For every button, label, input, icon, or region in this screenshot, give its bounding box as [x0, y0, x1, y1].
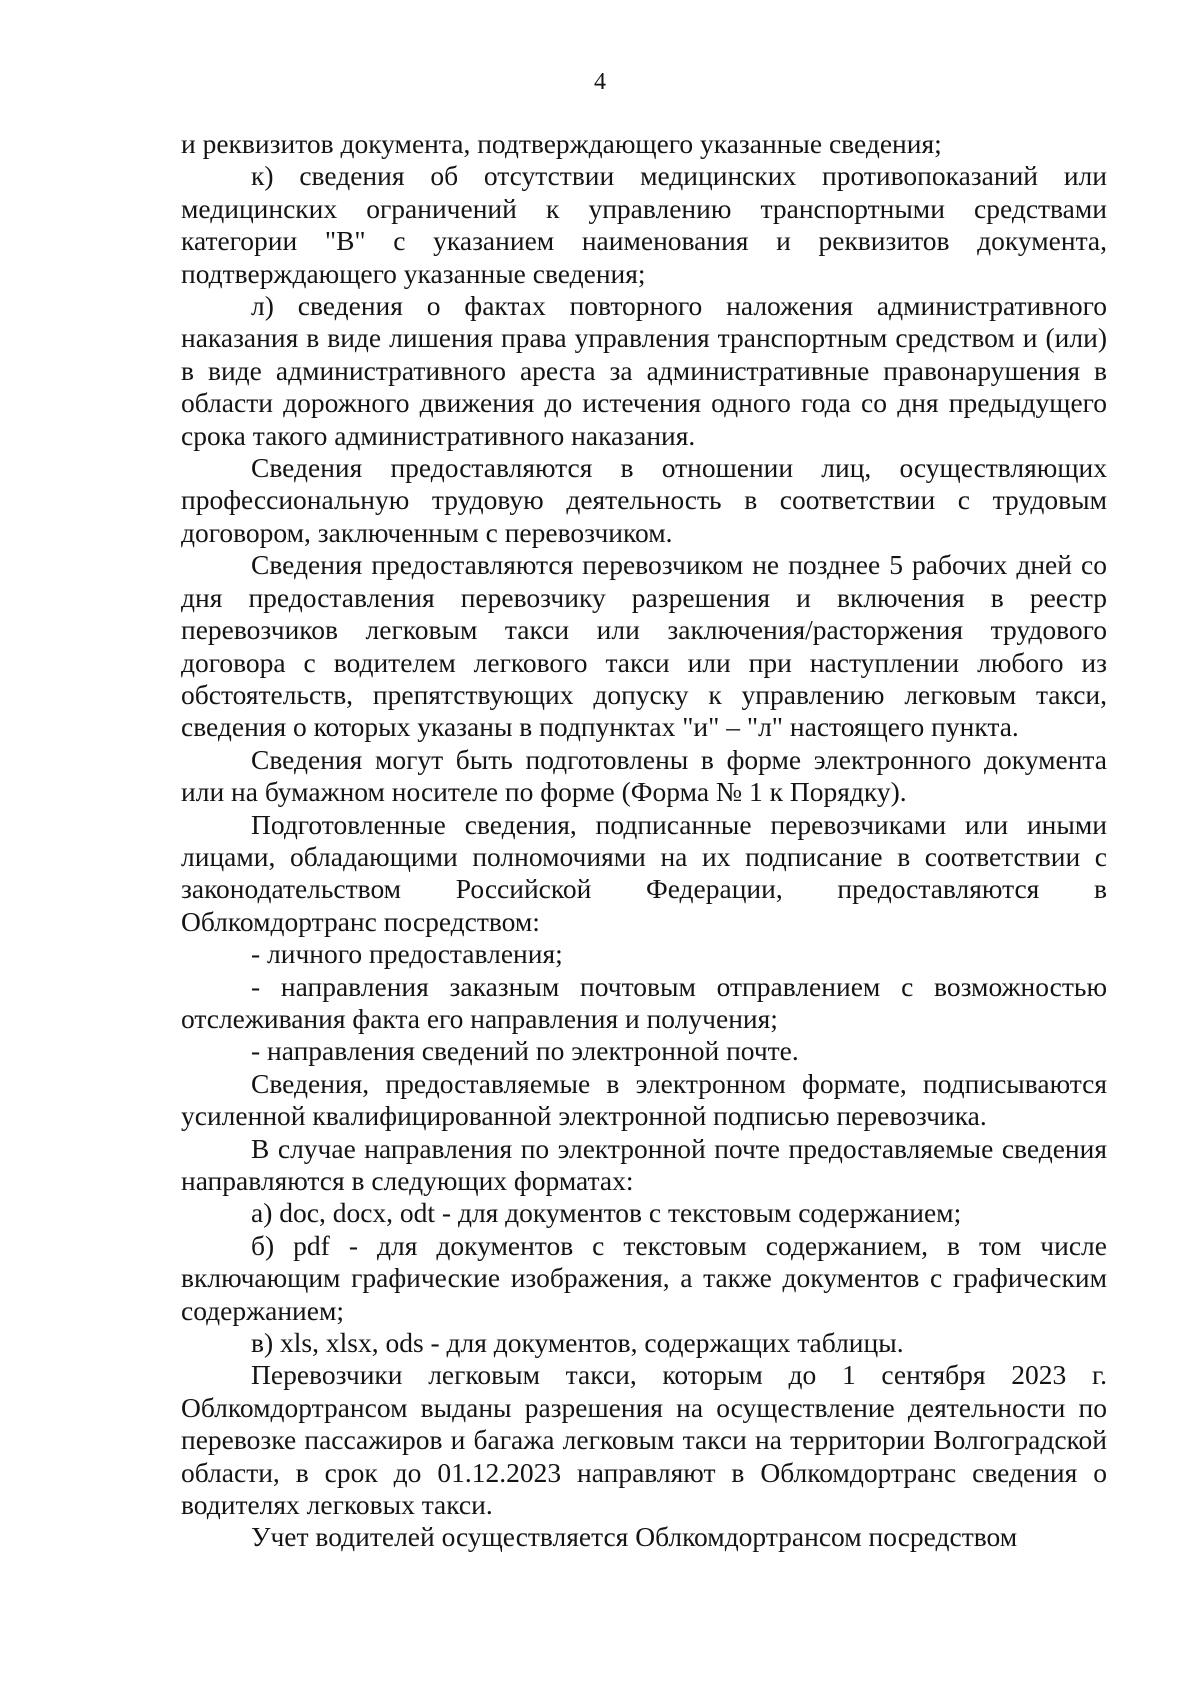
paragraph-persons: Сведения предоставляются в отношении лиц, осуществляющих профессиональную трудовую деятельность в соответствии с трудовым договором, заключенным с перевозчиком.: [181, 452, 1107, 548]
list-item-mail: - направления заказным почтовым отправлением с возможностью отслеживания факта его направления и получения;: [181, 970, 1107, 1034]
paragraph-item-k: к) сведения об отсутствии медицинских противопоказаний или медицинских ограничений к управлению транспортными средствами категории "В" с указанием наименования и реквизитов документа, подтверждающего указанные сведения;: [181, 160, 1107, 289]
list-item-personal: - личного предоставления;: [251, 938, 563, 970]
document-body: [181, 128, 1107, 1554]
paragraph-carriers-deadline: Перевозчики легковым такси, которым до 1 сентября 2023 г. Облкомдортрансом выданы разрешения на осуществление деятельности по перевозке пассажиров и багажа легковым такси на территории Волгоградской области, в срок до 01.12.2023 направляют в Облкомдортранс сведения о водителях легковых такси.: [181, 1359, 1107, 1521]
paragraph-deadline: Сведения предоставляются перевозчиком не позднее 5 рабочих дней со дня предоставления перевозчику разрешения и включения в реестр перевозчиков легковым такси или заключения/расторжения трудового договора с водителем легкового такси или при наступлении любого из обстоятельств, препятствующих допуску к управлению легковым такси, сведения о которых указаны в подпунктах "и" – "л" настоящего пункта.: [181, 549, 1107, 743]
paragraph-submission: Подготовленные сведения, подписанные перевозчиками или иными лицами, обладающими полномочиями на их подписание в соответствии с законодательством Российской Федерации, предоставляются в Облкомдортранс посредством:: [181, 808, 1107, 937]
paragraph-driver-accounting: Учет водителей осуществляется Облкомдортрансом посредством: [251, 1521, 1018, 1553]
list-item-email: - направления сведений по электронной почте.: [251, 1035, 799, 1067]
paragraph-continuation: и реквизитов документа, подтверждающего указанные сведения;: [181, 128, 942, 159]
paragraph-form: Сведения могут быть подготовлены в форме электронного документа или на бумажном носителе по форме (Форма № 1 к Порядку).: [181, 743, 1107, 808]
paragraph-signature: Сведения, предоставляемые в электронном формате, подписываются усиленной квалифицированной электронной подписью перевозчика.: [181, 1067, 1107, 1132]
format-item-a: а) doc, docx, odt - для документов с текстовым содержанием;: [251, 1197, 962, 1229]
paragraph-item-l: л) сведения о фактах повторного наложения административного наказания в виде лишения права управления транспортным средством и (или) в виде административного ареста за административные правонарушения в области дорожного движения до истечения одного года со дня предыдущего срока такого административного наказания.: [181, 290, 1107, 451]
format-item-c: в) xls, xlsx, ods - для документов, содержащих таблицы.: [251, 1327, 904, 1359]
format-item-b: б) pdf - для документов с текстовым содержанием, в том числе включающим графические изображения, а также документов с графическим содержанием;: [181, 1229, 1107, 1326]
paragraph-formats: В случае направления по электронной почте предоставляемые сведения направляются в следующих форматах:: [181, 1132, 1107, 1196]
page-number: 4: [594, 69, 606, 95]
